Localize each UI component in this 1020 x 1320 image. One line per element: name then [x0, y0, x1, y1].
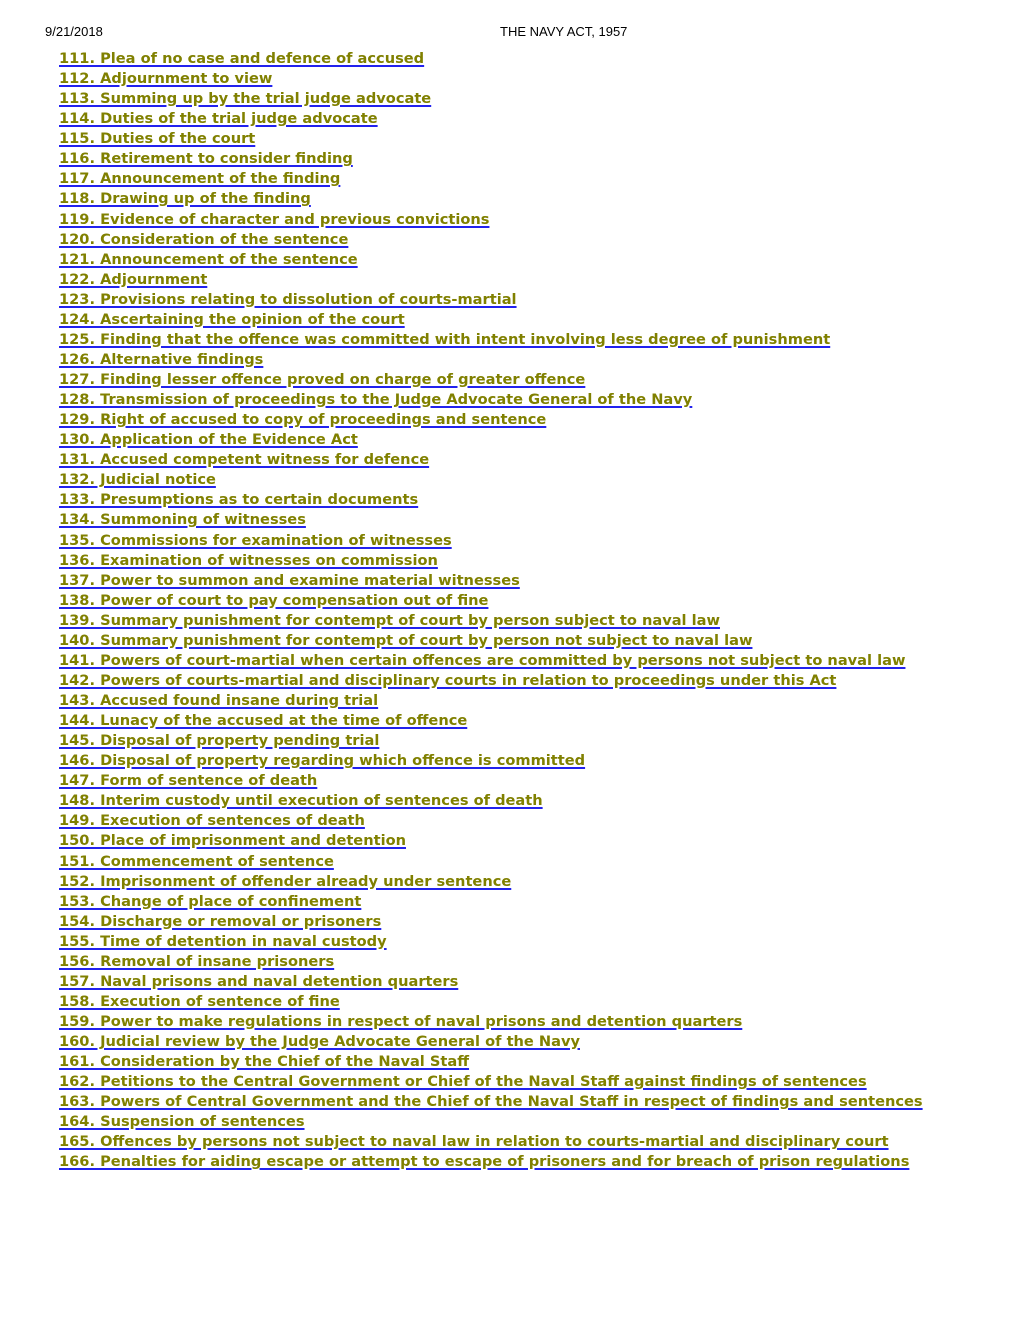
section-list-item: [59, 230, 954, 250]
section-list-item: [59, 531, 954, 551]
section-list-item: [59, 470, 954, 490]
section-link[interactable]: 137. Power to summon and examine material witnesses: [59, 571, 520, 589]
section-link[interactable]: 151. Commencement of sentence: [59, 852, 334, 870]
section-link[interactable]: 155. Time of detention in naval custody: [59, 932, 387, 950]
section-link[interactable]: 153. Change of place of confinement: [59, 892, 362, 910]
section-link[interactable]: 123. Provisions relating to dissolution of courts-martial: [59, 290, 517, 308]
section-list-item: [59, 310, 954, 330]
section-link[interactable]: 135. Commissions for examination of witnesses: [59, 531, 452, 549]
section-link[interactable]: 117. Announcement of the finding: [59, 170, 341, 188]
section-link[interactable]: 145. Disposal of property pending trial: [59, 732, 380, 750]
section-list-item: [59, 49, 954, 69]
section-list-item: [59, 109, 954, 129]
document-title: THE NAVY ACT, 1957: [500, 24, 628, 39]
section-list-item: [59, 791, 954, 811]
section-link[interactable]: 165. Offences by persons not subject to naval law in relation to courts-martial and disciplinary court: [59, 1133, 889, 1151]
section-list-item: [59, 671, 954, 691]
section-list-item: [59, 270, 954, 290]
section-link[interactable]: 130. Application of the Evidence Act: [59, 431, 358, 449]
section-link[interactable]: 164. Suspension of sentences: [59, 1113, 305, 1131]
section-list-item: [59, 972, 954, 992]
section-link[interactable]: 142. Powers of courts-martial and disciplinary courts in relation to proceedings under this Act: [59, 671, 837, 689]
section-link[interactable]: 122. Adjournment: [59, 270, 208, 288]
section-link[interactable]: 127. Finding lesser offence proved on charge of greater offence: [59, 371, 586, 388]
section-link[interactable]: 113. Summing up by the trial judge advocate: [59, 90, 432, 108]
section-link[interactable]: 129. Right of accused to copy of proceedings and sentence: [59, 411, 547, 429]
section-list-item: [59, 490, 954, 510]
section-list-item: [59, 1052, 954, 1072]
section-list-item: [59, 149, 954, 169]
section-link[interactable]: 125. Finding that the offence was committed with intent involving less degree of punishment: [59, 330, 831, 348]
section-list-item: [59, 1152, 954, 1172]
section-link[interactable]: 147. Form of sentence of death: [59, 772, 318, 790]
section-link[interactable]: 128. Transmission of proceedings to the Judge Advocate General of the Navy: [59, 391, 693, 409]
section-list-item: [59, 591, 954, 611]
section-list-item: [59, 1012, 954, 1032]
section-link[interactable]: 138. Power of court to pay compensation out of fine: [59, 591, 489, 609]
section-link[interactable]: 162. Petitions to the Central Government or Chief of the Naval Staff against findings of sentences: [59, 1073, 867, 1091]
section-link[interactable]: 124. Ascertaining the opinion of the court: [59, 310, 405, 328]
section-list-item: [59, 952, 954, 972]
section-link[interactable]: 163. Powers of Central Government and the Chief of the Naval Staff in respect of findings and sentences: [59, 1093, 923, 1111]
section-link[interactable]: 152. Imprisonment of offender already under sentence: [59, 872, 512, 890]
section-list-item: [59, 551, 954, 571]
section-list-item: [59, 1032, 954, 1052]
section-link[interactable]: 114. Duties of the trial judge advocate: [59, 110, 378, 128]
section-list-item: [59, 69, 954, 89]
section-link[interactable]: 148. Interim custody until execution of sentences of death: [59, 792, 543, 810]
section-link[interactable]: 157. Naval prisons and naval detention quarters: [59, 972, 459, 990]
section-list-item: [59, 330, 954, 350]
section-link[interactable]: 120. Consideration of the sentence: [59, 230, 349, 248]
section-link[interactable]: 159. Power to make regulations in respect of naval prisons and detention quarters: [59, 1013, 743, 1030]
section-list-item: [59, 1112, 954, 1132]
section-list-item: [59, 811, 954, 831]
section-list-item: [59, 510, 954, 530]
section-link[interactable]: 144. Lunacy of the accused at the time of offence: [59, 712, 468, 730]
section-link[interactable]: 150. Place of imprisonment and detention: [59, 832, 406, 850]
section-link[interactable]: 136. Examination of witnesses on commission: [59, 551, 438, 569]
section-list-item: [59, 571, 954, 591]
section-link[interactable]: 161. Consideration by the Chief of the Naval Staff: [59, 1053, 470, 1071]
section-list-item: [59, 771, 954, 791]
section-list-item: [59, 1132, 954, 1152]
section-link[interactable]: 143. Accused found insane during trial: [59, 692, 379, 709]
section-link[interactable]: 146. Disposal of property regarding which offence is committed: [59, 752, 586, 770]
section-link[interactable]: 133. Presumptions as to certain documents: [59, 491, 419, 509]
section-link[interactable]: 132. Judicial notice: [59, 471, 216, 489]
section-link[interactable]: 112. Adjournment to view: [59, 70, 273, 88]
section-list-item: [59, 1092, 954, 1112]
section-list-item: [59, 89, 954, 109]
section-link[interactable]: 131. Accused competent witness for defence: [59, 451, 430, 469]
section-list-item: [59, 651, 954, 671]
section-list-item: [59, 751, 954, 771]
print-date: 9/21/2018: [45, 24, 103, 39]
section-list-item: [59, 129, 954, 149]
section-link[interactable]: 160. Judicial review by the Judge Advocate General of the Navy: [59, 1033, 580, 1051]
section-link[interactable]: 126. Alternative findings: [59, 350, 264, 368]
section-link[interactable]: 166. Penalties for aiding escape or attempt to escape of prisoners and for breach of prison regulations: [59, 1153, 910, 1171]
section-list-item: [59, 631, 954, 651]
section-link[interactable]: 115. Duties of the court: [59, 130, 256, 148]
section-link[interactable]: 154. Discharge or removal or prisoners: [59, 912, 382, 930]
section-list-item: [59, 992, 954, 1012]
section-list-item: [59, 189, 954, 209]
section-link[interactable]: 141. Powers of court-martial when certain offences are committed by persons not subject to naval law: [59, 651, 906, 669]
section-list-item: [59, 169, 954, 189]
section-list-item: [59, 290, 954, 310]
section-link[interactable]: 118. Drawing up of the finding: [59, 190, 311, 208]
section-link[interactable]: 111. Plea of no case and defence of accused: [59, 50, 425, 67]
section-link[interactable]: 116. Retirement to consider finding: [59, 150, 353, 168]
section-link[interactable]: 119. Evidence of character and previous convictions: [59, 210, 490, 228]
section-list-item: [59, 450, 954, 470]
section-link[interactable]: 121. Announcement of the sentence: [59, 250, 358, 268]
section-list-item: [59, 350, 954, 370]
section-link[interactable]: 139. Summary punishment for contempt of court by person subject to naval law: [59, 611, 720, 629]
section-link[interactable]: 140. Summary punishment for contempt of court by person not subject to naval law: [59, 631, 753, 649]
section-list-item: [59, 370, 954, 390]
section-list-item: [59, 611, 954, 631]
section-link[interactable]: 149. Execution of sentences of death: [59, 812, 365, 830]
section-list-item: [59, 892, 954, 912]
section-list-item: [59, 852, 954, 872]
section-list-item: [59, 731, 954, 751]
section-list-item: [59, 1072, 954, 1092]
section-list-item: [59, 430, 954, 450]
section-list: [59, 49, 954, 1173]
section-list-item: [59, 691, 954, 711]
section-list-item: [59, 410, 954, 430]
section-list-item: [59, 250, 954, 270]
section-link[interactable]: 156. Removal of insane prisoners: [59, 952, 335, 970]
section-list-item: [59, 912, 954, 932]
section-list-item: [59, 711, 954, 731]
section-list-item: [59, 390, 954, 410]
section-list-item: [59, 831, 954, 851]
section-link[interactable]: 158. Execution of sentence of fine: [59, 992, 340, 1010]
section-list-item: [59, 872, 954, 892]
section-link[interactable]: 134. Summoning of witnesses: [59, 511, 306, 529]
section-list-item: [59, 210, 954, 230]
section-list-item: [59, 932, 954, 952]
